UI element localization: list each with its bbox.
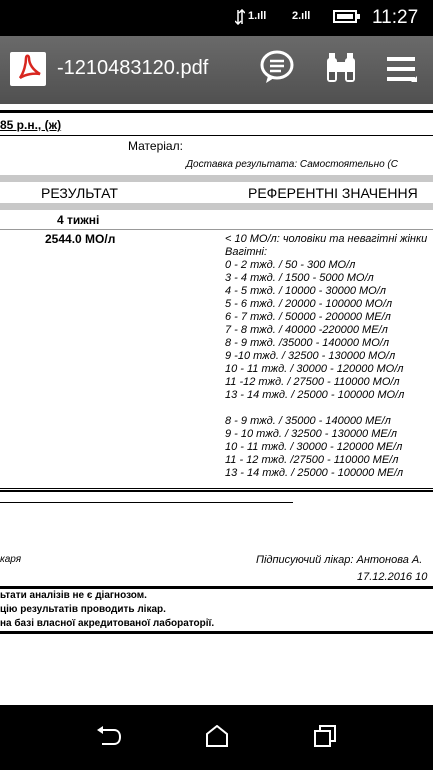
reference-line: 5 - 6 тжд. / 20000 - 100000 МО/л [225,298,393,310]
reference-line: 9 -10 тжд. / 32500 - 130000 МО/л [225,350,396,362]
battery-icon [333,10,357,23]
menu-icon[interactable] [386,55,418,88]
divider [0,586,433,589]
reference-line: 6 - 7 тжд. / 50000 - 200000 МЕ/л [225,311,391,323]
reference-line: 11 - 12 тжд. /27500 - 110000 МЕ/л [225,454,399,466]
term-value: 4 тижні [57,213,100,227]
home-icon[interactable] [205,725,229,752]
reference-line: 10 - 11 тжд. / 30000 - 120000 МЕ/л [225,441,403,453]
pdf-page[interactable] [0,104,433,705]
reference-line: 3 - 4 тжд. / 1500 - 5000 МО/л [225,272,374,284]
patient-info: 85 р.н., (ж) [0,118,62,132]
reference-line: 8 - 9 тжд. /35000 - 140000 МО/л [225,337,390,349]
signing-doctor: Підписуючий лікар: Антонова А. [256,554,423,566]
reference-line: 8 - 9 тжд. / 35000 - 140000 МЕ/л [225,415,391,427]
reference-line: 10 - 11 тжд. / 30000 - 120000 МО/л [225,363,404,375]
divider [0,110,433,113]
recents-icon[interactable] [313,725,337,752]
pdf-file-icon[interactable] [10,52,46,86]
report-date: 17.12.2016 10 [357,571,428,583]
reference-line: < 10 МО/л: чоловіки та невагітні жінки [225,233,428,245]
signal-1-indicator: 1.ıll [248,10,267,22]
column-header-result: РЕЗУЛЬТАТ [41,185,118,201]
doctor-label: каря [0,554,22,565]
status-time: 11:27 [372,7,419,28]
column-header-reference: РЕФЕРЕНТНІ ЗНАЧЕННЯ [248,185,418,201]
result-value: 2544.0 МО/л [45,232,116,246]
divider [0,229,433,230]
signature-line [0,502,293,503]
divider [0,135,433,136]
reference-line: 13 - 14 тжд. / 25000 - 100000 МО/л [225,389,405,401]
reference-line: 7 - 8 тжд. / 40000 -220000 МЕ/л [225,324,388,336]
material-label: Матеріал: [128,139,183,153]
status-bar [0,0,433,36]
divider [0,488,433,489]
navigation-bar [0,705,433,770]
reference-line: 11 -12 тжд. / 27500 - 110000 МО/л [225,376,400,388]
reference-line: Вагітні: [225,246,268,258]
reference-line: 13 - 14 тжд. / 25000 - 100000 МЕ/л [225,467,404,479]
comment-icon[interactable] [259,50,295,89]
document-filename[interactable]: -1210483120.pdf [57,57,209,79]
back-icon[interactable] [96,725,122,752]
data-arrows-icon [235,9,245,30]
divider [0,631,433,634]
divider [0,490,433,492]
binoculars-icon[interactable] [325,52,357,89]
delivery-info: Доставка результата: Самостоятельно (С [186,159,398,170]
footer-line-3: на базі власної акредитованої лабораторії. [0,618,215,629]
reference-line: 0 - 2 тжд. / 50 - 300 МО/л [225,259,356,271]
signal-2-indicator: 2.ıll [292,10,311,22]
footer-line-2: цію результатів проводить лікар. [0,604,166,615]
reference-line: 9 - 10 тжд. / 32500 - 130000 МЕ/л [225,428,397,440]
reference-line: 4 - 5 тжд. / 10000 - 30000 МО/л [225,285,386,297]
table-band [0,175,433,182]
footer-line-1: ьтати аналізів не є діагнозом. [0,590,147,601]
table-band [0,203,433,210]
